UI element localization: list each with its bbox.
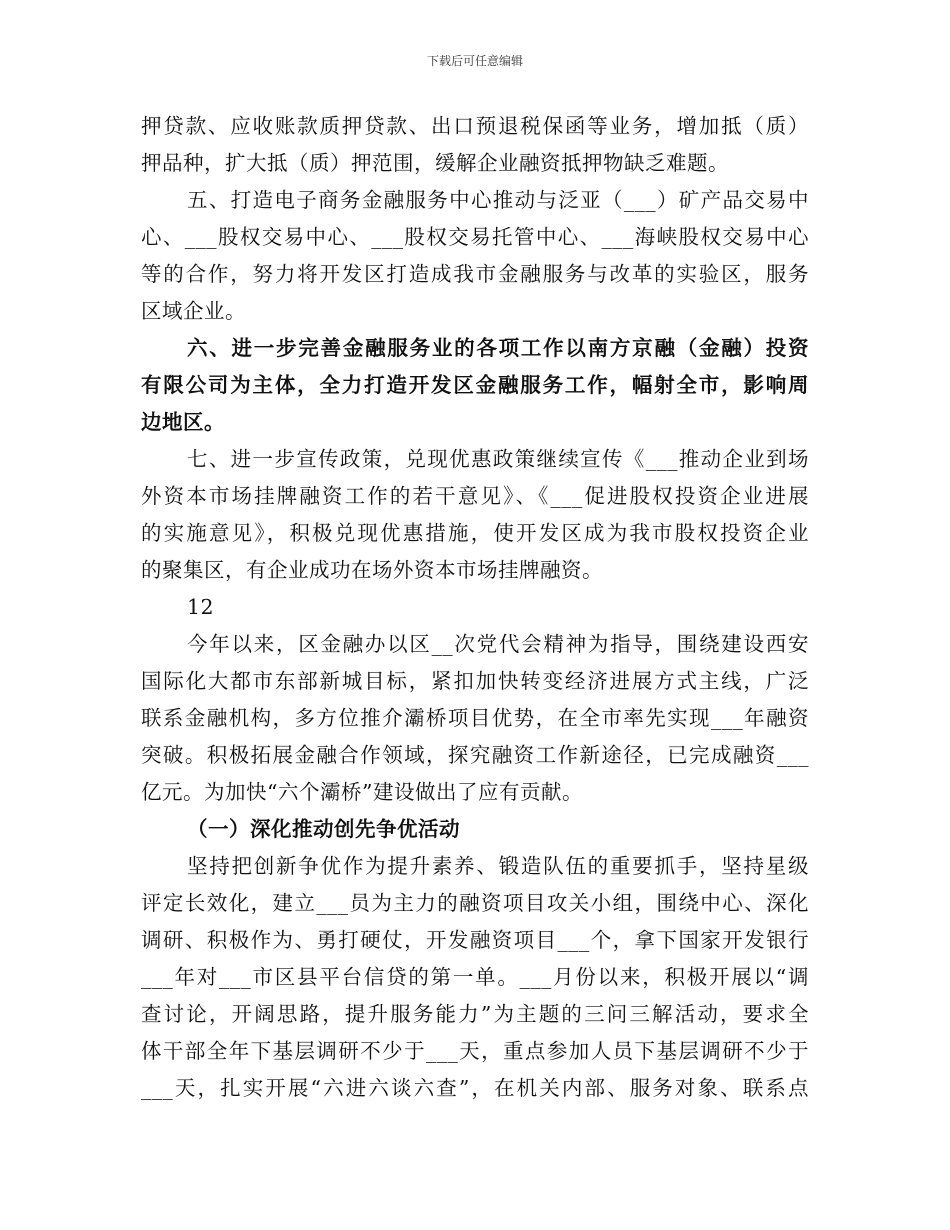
text-line: ___天，扎实开展“六进六谈六查”，在机关内部、服务对象、联系点 bbox=[141, 1076, 809, 1100]
text-line: 七、进一步宣传政策，兑现优惠政策继续宣传《___推动企业到场 bbox=[187, 447, 809, 471]
bold-text-line: 六、进一步完善金融服务业的各项工作以南方京融（金融）投资 bbox=[187, 336, 809, 360]
text-line: 联系金融机构，多方位推介灞桥项目优势，在全市率先实现___年融资 bbox=[141, 706, 809, 730]
text-line: 五、打造电子商务金融服务中心推动与泛亚（___）矿产品交易中 bbox=[187, 188, 809, 212]
text-line: 押品种，扩大抵（质）押范围，缓解企业融资抵押物缺乏难题。 bbox=[141, 151, 729, 175]
text-line: 外资本市场挂牌融资工作的若干意见》、《___促进股权投资企业进展 bbox=[141, 484, 809, 508]
text-line: 的聚集区，有企业成功在场外资本市场挂牌融资。 bbox=[141, 558, 603, 582]
text-line: 等的合作，努力将开发区打造成我市金融服务与改革的实验区，服务 bbox=[141, 262, 809, 286]
bold-text-line: 有限公司为主体，全力打造开发区金融服务工作，幅射全市，影响周 bbox=[141, 373, 809, 397]
text-line: 今年以来，区金融办以区__次党代会精神为指导，围绕建设西安 bbox=[187, 632, 809, 656]
text-line: 亿元。为加快“六个灞桥”建设做出了应有贡献。 bbox=[141, 780, 583, 804]
text-line: ___年对___市区县平台信贷的第一单。___月份以来，积极开展以“调 bbox=[141, 965, 809, 989]
text-line: 调研、积极作为、勇打硬仗，开发融资项目___个，拿下国家开发银行 bbox=[141, 928, 809, 952]
section-heading: （一）深化推动创先争优活动 bbox=[187, 817, 460, 841]
text-line: 查讨论，开阔思路，提升服务能力”为主题的三问三解活动，要求全 bbox=[141, 1002, 809, 1026]
text-line: 突破。积极拓展金融合作领域，探究融资工作新途径，已完成融资___ bbox=[141, 743, 809, 767]
text-line: 心、___股权交易中心、___股权交易托管中心、___海峡股权交易中心 bbox=[141, 225, 809, 249]
text-line: 区域企业。 bbox=[141, 299, 246, 323]
text-line: 评定长效化，建立___员为主力的融资项目攻关小组，围绕中心、深化 bbox=[141, 891, 809, 915]
text-line: 押贷款、应收账款质押贷款、出口预退税保函等业务，增加抵（质） bbox=[141, 114, 809, 138]
text-line: 体干部全年下基层调研不少于___天，重点参加人员下基层调研不少于 bbox=[141, 1039, 809, 1063]
text-line: 的实施意见》，积极兑现优惠措施，使开发区成为我市股权投资企业 bbox=[141, 521, 809, 545]
text-line: 坚持把创新争优作为提升素养、锻造队伍的重要抓手，坚持星级 bbox=[187, 854, 809, 878]
bold-text-line: 边地区。 bbox=[141, 410, 225, 434]
document-body bbox=[141, 108, 809, 1107]
page-header: 下载后可任意编辑 bbox=[426, 54, 523, 68]
text-line: 国际化大都市东部新城目标，紧扣加快转变经济进展方式主线，广泛 bbox=[141, 669, 809, 693]
text-line: 12 bbox=[187, 595, 215, 619]
